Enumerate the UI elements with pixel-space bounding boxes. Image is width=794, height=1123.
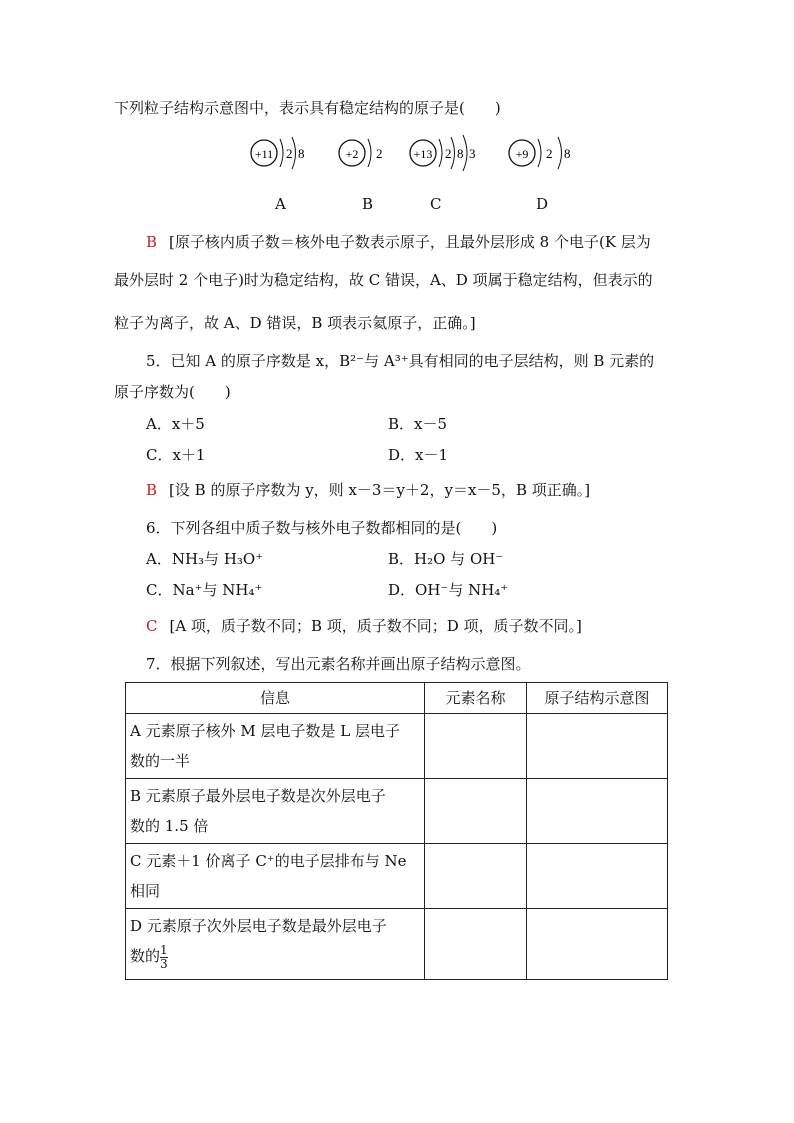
q5-answer: B xyxy=(146,481,158,499)
table-row xyxy=(126,714,668,779)
q5-option-a: A．x＋5 xyxy=(146,415,205,433)
atom-diagram-a xyxy=(248,133,310,173)
q6-explain: C [A 项，质子数不同；B 项，质子数不同；D 项，质子数不同。] xyxy=(146,617,582,635)
shell-c-1: 2 xyxy=(445,146,452,161)
q7-stem: 7．根据下列叙述，写出元素名称并画出原子结构示意图。 xyxy=(146,655,531,673)
fraction-one-third: $\frac{1}{3}$ xyxy=(160,942,168,971)
row-a-info: A 元素原子核外 M 层电子数是 L 层电子 数的一半 xyxy=(126,714,425,779)
diagram-label-d: D xyxy=(536,195,549,213)
row-c-name-cell[interactable] xyxy=(425,844,527,909)
q6-option-c: C．Na⁺与 NH₄⁺ xyxy=(146,581,263,599)
row-b-diagram-cell[interactable] xyxy=(527,779,668,844)
q6-option-a: A．NH₃与 H₃O⁺ xyxy=(146,550,264,568)
q6-stem: 6．下列各组中质子数与核外电子数都相同的是( ) xyxy=(146,519,498,537)
diagram-label-b: B xyxy=(362,195,374,213)
atom-diagram-b xyxy=(336,133,386,173)
atom-diagram-c xyxy=(407,133,483,173)
atom-diagram-d xyxy=(506,133,576,173)
row-d-diagram-cell[interactable] xyxy=(527,909,668,980)
row-c-diagram-cell[interactable] xyxy=(527,844,668,909)
row-d-info: D 元素原子次外层电子数是最外层电子 数的 $\frac{1}{3}$ xyxy=(126,909,425,980)
row-a-name-cell[interactable] xyxy=(425,714,527,779)
table-header-row xyxy=(126,683,668,714)
row-b-info: B 元素原子最外层电子数是次外层电子 数的 1.5 倍 xyxy=(126,779,425,844)
q5-option-c: C．x＋1 xyxy=(146,446,206,464)
table-row xyxy=(126,844,668,909)
shell-c-3: 3 xyxy=(469,146,476,161)
header-info: 信息 xyxy=(126,683,425,714)
q6-option-b: B．H₂O 与 OH⁻ xyxy=(388,550,504,568)
header-structure-diagram: 原子结构示意图 xyxy=(527,683,668,714)
shell-a-1: 2 xyxy=(286,146,293,161)
q5-stem-line2: 原子序数为( ) xyxy=(114,383,231,401)
q6-option-d: D．OH⁻与 NH₄⁺ xyxy=(388,581,509,599)
diagram-label-a: A xyxy=(275,195,286,213)
table-row xyxy=(126,909,668,980)
q4-answer: B xyxy=(146,233,158,251)
nucleus-d: +9 xyxy=(515,147,529,161)
shell-d-2: 8 xyxy=(564,146,571,161)
diagram-label-c: C xyxy=(430,195,442,213)
row-b-name-cell[interactable] xyxy=(425,779,527,844)
q5-option-d: D．x－1 xyxy=(388,446,449,464)
shell-c-2: 8 xyxy=(457,146,464,161)
q5-explain: B [设 B 的原子序数为 y，则 x－3＝y＋2，y＝x－5，B 项正确。] xyxy=(146,481,591,499)
row-a-diagram-cell[interactable] xyxy=(527,714,668,779)
row-d-name-cell[interactable] xyxy=(425,909,527,980)
shell-a-2: 8 xyxy=(298,146,305,161)
shell-b-1: 2 xyxy=(376,146,383,161)
q6-answer: C xyxy=(146,617,158,635)
shell-d-1: 2 xyxy=(546,146,553,161)
q4-stem: 下列粒子结构示意图中，表示具有稳定结构的原子是( ) xyxy=(114,99,501,117)
q4-explain-line1: B [原子核内质子数＝核外电子数表示原子，且最外层形成 8 个电子(K 层为 xyxy=(146,233,651,251)
table-row xyxy=(126,779,668,844)
q7-table xyxy=(125,682,668,980)
row-c-info: C 元素＋1 价离子 C⁺的电子层排布与 Ne 相同 xyxy=(126,844,425,909)
q4-explain-line2: 最外层时 2 个电子)时为稳定结构，故 C 错误，A、D 项属于稳定结构，但表示的 xyxy=(114,271,653,289)
header-element-name: 元素名称 xyxy=(425,683,527,714)
q4-explain-line3: 粒子为离子，故 A、D 错误，B 项表示氦原子，正确。] xyxy=(114,314,476,332)
q5-stem-line1: 5．已知 A 的原子序数是 x，B²⁻与 A³⁺具有相同的电子层结构，则 B 元素的 xyxy=(146,352,655,370)
nucleus-c: +13 xyxy=(413,147,433,161)
q5-option-b: B．x－5 xyxy=(388,415,448,433)
nucleus-a: +11 xyxy=(254,147,274,161)
nucleus-b: +2 xyxy=(345,147,359,161)
